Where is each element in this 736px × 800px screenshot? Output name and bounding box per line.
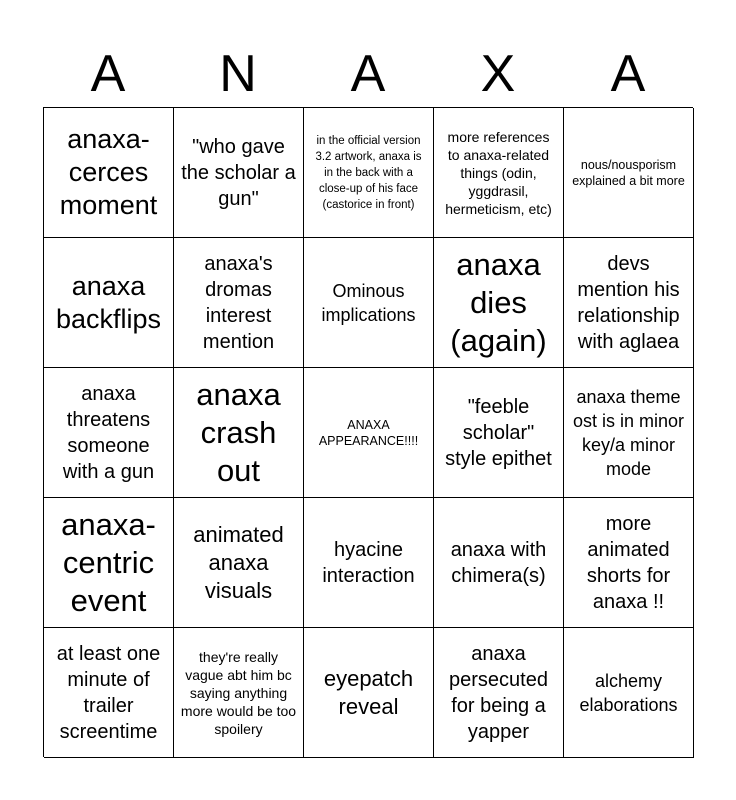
bingo-cell-5-4[interactable]	[434, 628, 564, 758]
bingo-cell-4-2[interactable]	[174, 498, 304, 628]
header-letter-a2: A	[350, 45, 386, 103]
cell-text: animated anaxa visuals	[193, 521, 284, 603]
bingo-cell-1-3[interactable]	[304, 108, 434, 238]
cell-text: devs mention his relationship with aglaea	[577, 252, 680, 353]
header-letter-a1: A	[90, 45, 126, 103]
bingo-cell-5-3[interactable]	[304, 628, 434, 758]
bingo-cell-4-1[interactable]	[44, 498, 174, 628]
cell-text: Ominous implications	[321, 280, 416, 325]
header-letter-a3: A	[610, 45, 646, 103]
bingo-cell-2-3[interactable]	[304, 238, 434, 368]
cell-text: they're really vague abt him bc saying anything more would be too spoilery	[180, 648, 297, 737]
bingo-cell-3-4[interactable]	[434, 368, 564, 498]
bingo-cell-5-5[interactable]	[564, 628, 694, 758]
bingo-cell-4-4[interactable]	[434, 498, 564, 628]
cell-text: anaxa-centric event	[61, 506, 156, 618]
cell-text: anaxa with chimera(s)	[450, 538, 547, 587]
cell-text: more references to anaxa-related things (odin, yggdrasil, hermeticism, etc)	[445, 128, 552, 217]
cell-text: anaxa persecuted for being a yapper	[449, 642, 548, 743]
cell-text: anaxa backflips	[55, 270, 162, 334]
cell-text: "feeble scholar" style epithet	[445, 395, 552, 470]
cell-text: anaxa dies (again)	[450, 246, 547, 358]
bingo-cell-1-4[interactable]	[434, 108, 564, 238]
cell-text: eyepatch reveal	[323, 665, 414, 719]
cell-text: ANAXA APPEARANCE!!!!	[318, 417, 419, 448]
bingo-grid	[43, 107, 693, 757]
cell-text: anaxa crash out	[196, 376, 281, 488]
bingo-cell-2-2[interactable]	[174, 238, 304, 368]
bingo-cell-2-1[interactable]	[44, 238, 174, 368]
bingo-cell-1-1[interactable]	[44, 108, 174, 238]
cell-text: at least one minute of trailer screentime	[56, 642, 161, 743]
cell-text: "who gave the scholar a gun"	[181, 135, 296, 210]
cell-text: in the official version 3.2 artwork, anaxa is in the back with a close-up of his face (castorice in front)	[315, 134, 422, 211]
cell-text: anaxa's dromas interest mention	[202, 252, 275, 353]
bingo-cell-3-5[interactable]	[564, 368, 694, 498]
bingo-cell-3-2[interactable]	[174, 368, 304, 498]
bingo-cell-4-5[interactable]	[564, 498, 694, 628]
bingo-cell-5-2[interactable]	[174, 628, 304, 758]
cell-text: anaxa threatens someone with a gun	[62, 382, 155, 483]
bingo-cell-2-5[interactable]	[564, 238, 694, 368]
cell-text: more animated shorts for anaxa !!	[586, 512, 671, 613]
cell-text: nous/nousporism explained a bit more	[572, 157, 685, 188]
cell-text: alchemy elaborations	[579, 670, 678, 715]
bingo-cell-5-1[interactable]	[44, 628, 174, 758]
header-letter-n: N	[219, 45, 257, 103]
cell-text: anaxa theme ost is in minor key/a minor mode	[572, 386, 685, 479]
header-letter-x: X	[480, 45, 516, 103]
bingo-cell-2-4[interactable]	[434, 238, 564, 368]
cell-text: anaxa-cerces moment	[59, 124, 158, 220]
bingo-cell-3-3-free[interactable]	[304, 368, 434, 498]
bingo-cell-3-1[interactable]	[44, 368, 174, 498]
bingo-header	[43, 40, 693, 108]
bingo-cell-1-2[interactable]	[174, 108, 304, 238]
bingo-cell-4-3[interactable]	[304, 498, 434, 628]
cell-text: hyacine interaction	[322, 538, 415, 587]
bingo-cell-1-5[interactable]	[564, 108, 694, 238]
